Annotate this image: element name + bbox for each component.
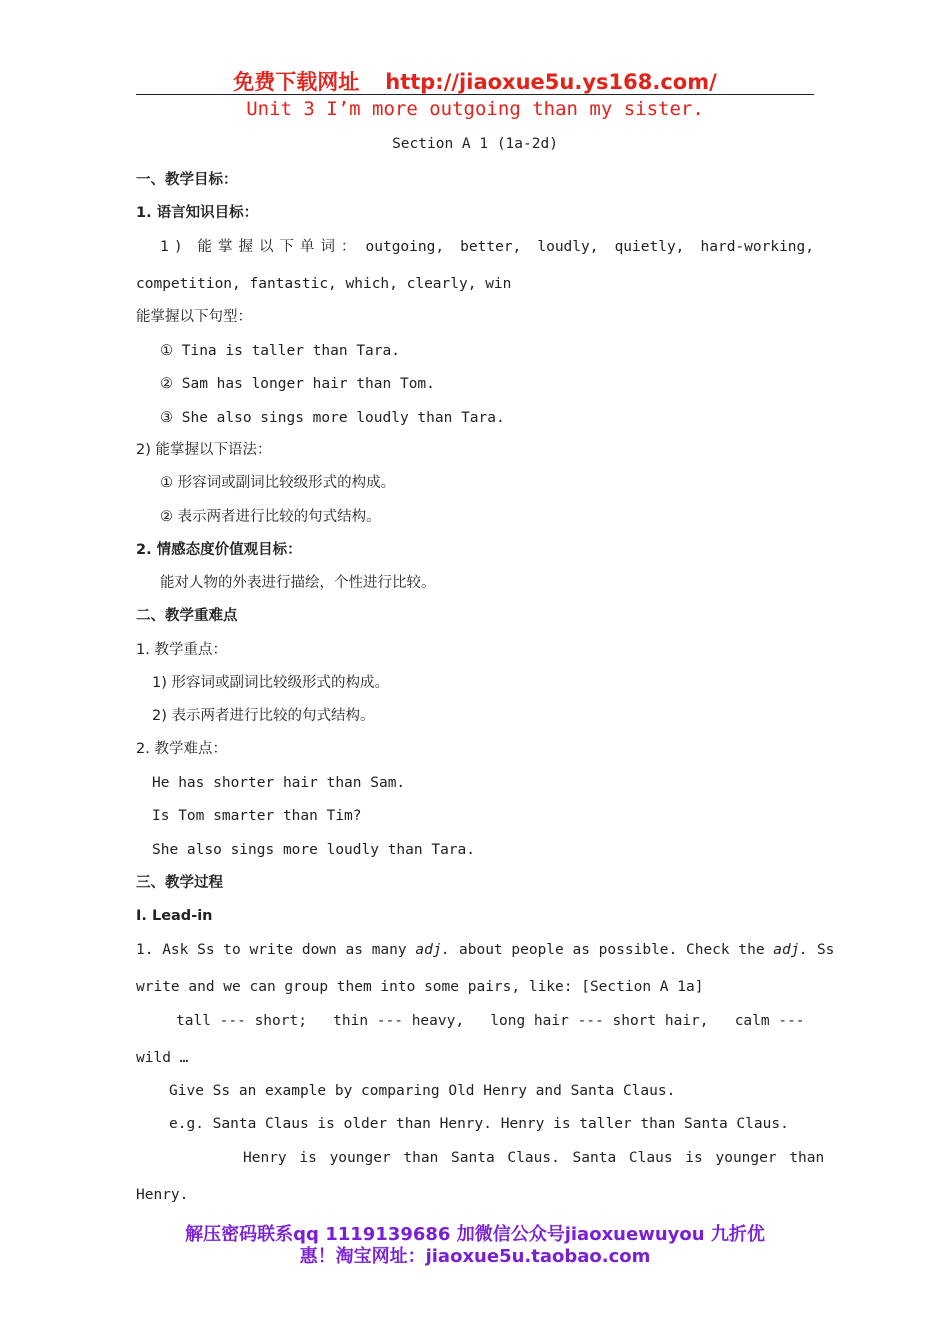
- step-1-text-b: about people as possible. Check the: [450, 942, 774, 958]
- emotion-objectives-heading: 2. 情感态度价值观目标：: [136, 542, 302, 558]
- section-heading-key-points: 二、教学重难点: [136, 608, 238, 624]
- knowledge-objectives-heading: 1. 语言知识目标：: [136, 205, 259, 221]
- pattern-item: ③ She also sings more loudly than Tara.: [160, 410, 505, 426]
- pattern-item: ② Sam has longer hair than Tom.: [160, 376, 435, 392]
- adjective-pairs-line: tall --- short; thin --- heavy, long hair --- short hair, calm ---: [176, 1013, 805, 1029]
- adjective-pairs-line-2: wild …: [136, 1050, 189, 1066]
- difficult-points-heading: 2. 教学难点：: [136, 741, 227, 757]
- grammar-item: ① 形容词或副词比较级形式的构成。: [160, 475, 396, 491]
- key-points-heading: 1. 教学重点：: [136, 642, 227, 658]
- step-1-line-1: [136, 940, 835, 960]
- grammar-item: ② 表示两者进行比较的句式结构。: [160, 509, 381, 525]
- words-list-1: outgoing, better, loudly, quietly, hard-working,: [365, 239, 814, 255]
- document-title: Unit 3 I’m more outgoing than my sister.: [246, 98, 704, 120]
- words-prefix: 1) 能掌握以下单词：: [160, 239, 362, 255]
- step-1-text-a: 1. Ask Ss to write down as many: [136, 942, 416, 958]
- patterns-heading: 能掌握以下句型：: [136, 309, 252, 325]
- section-heading-process: 三、教学过程: [136, 875, 223, 891]
- document-subtitle: Section A 1 (1a-2d): [392, 136, 558, 152]
- emotion-objectives-text: 能对人物的外表进行描绘，个性进行比较。: [160, 575, 436, 591]
- footer-shop-line: 惠！淘宝网址：jiaoxue5u.taobao.com: [299, 1246, 651, 1267]
- header-rule: [136, 94, 814, 95]
- adj-term: adj.: [415, 942, 451, 958]
- step-1-text-c: Ss: [808, 942, 835, 958]
- adj-term: adj.: [773, 942, 809, 958]
- key-point-item: 2) 表示两者进行比较的句式结构。: [152, 708, 375, 724]
- grammar-heading: 2) 能掌握以下语法：: [136, 442, 272, 458]
- difficult-point-item: She also sings more loudly than Tara.: [152, 842, 476, 858]
- difficult-point-item: He has shorter hair than Sam.: [152, 775, 406, 791]
- header-label: 免费下载网址: [233, 70, 360, 94]
- footer-contact-line: 解压密码联系qq 1119139686 加微信公众号jiaoxuewuyou 九折优: [185, 1224, 765, 1245]
- words-line-1: [160, 237, 814, 257]
- difficult-point-item: Is Tom smarter than Tim?: [152, 808, 362, 824]
- key-point-item: 1) 形容词或副词比较级形式的构成。: [152, 675, 389, 691]
- header-url-link[interactable]: http://jiaoxue5u.ys168.com/: [385, 70, 717, 94]
- example-sentence-2-end: Henry.: [136, 1187, 189, 1203]
- example-intro: Give Ss an example by comparing Old Henry and Santa Claus.: [169, 1083, 676, 1099]
- words-line-2: competition, fantastic, which, clearly, win: [136, 276, 512, 292]
- example-sentence-2: Henry is younger than Santa Claus. Santa Claus is younger than: [243, 1150, 825, 1166]
- lead-in-heading: Ⅰ. Lead-in: [136, 908, 213, 924]
- example-sentence-1: e.g. Santa Claus is older than Henry. Henry is taller than Santa Claus.: [169, 1116, 789, 1132]
- pattern-item: ① Tina is taller than Tara.: [160, 343, 400, 359]
- section-heading-objectives: 一、教学目标：: [136, 172, 238, 188]
- page-header: [136, 66, 814, 96]
- step-1-line-2: write and we can group them into some pairs, like: [Section A 1a]: [136, 979, 704, 995]
